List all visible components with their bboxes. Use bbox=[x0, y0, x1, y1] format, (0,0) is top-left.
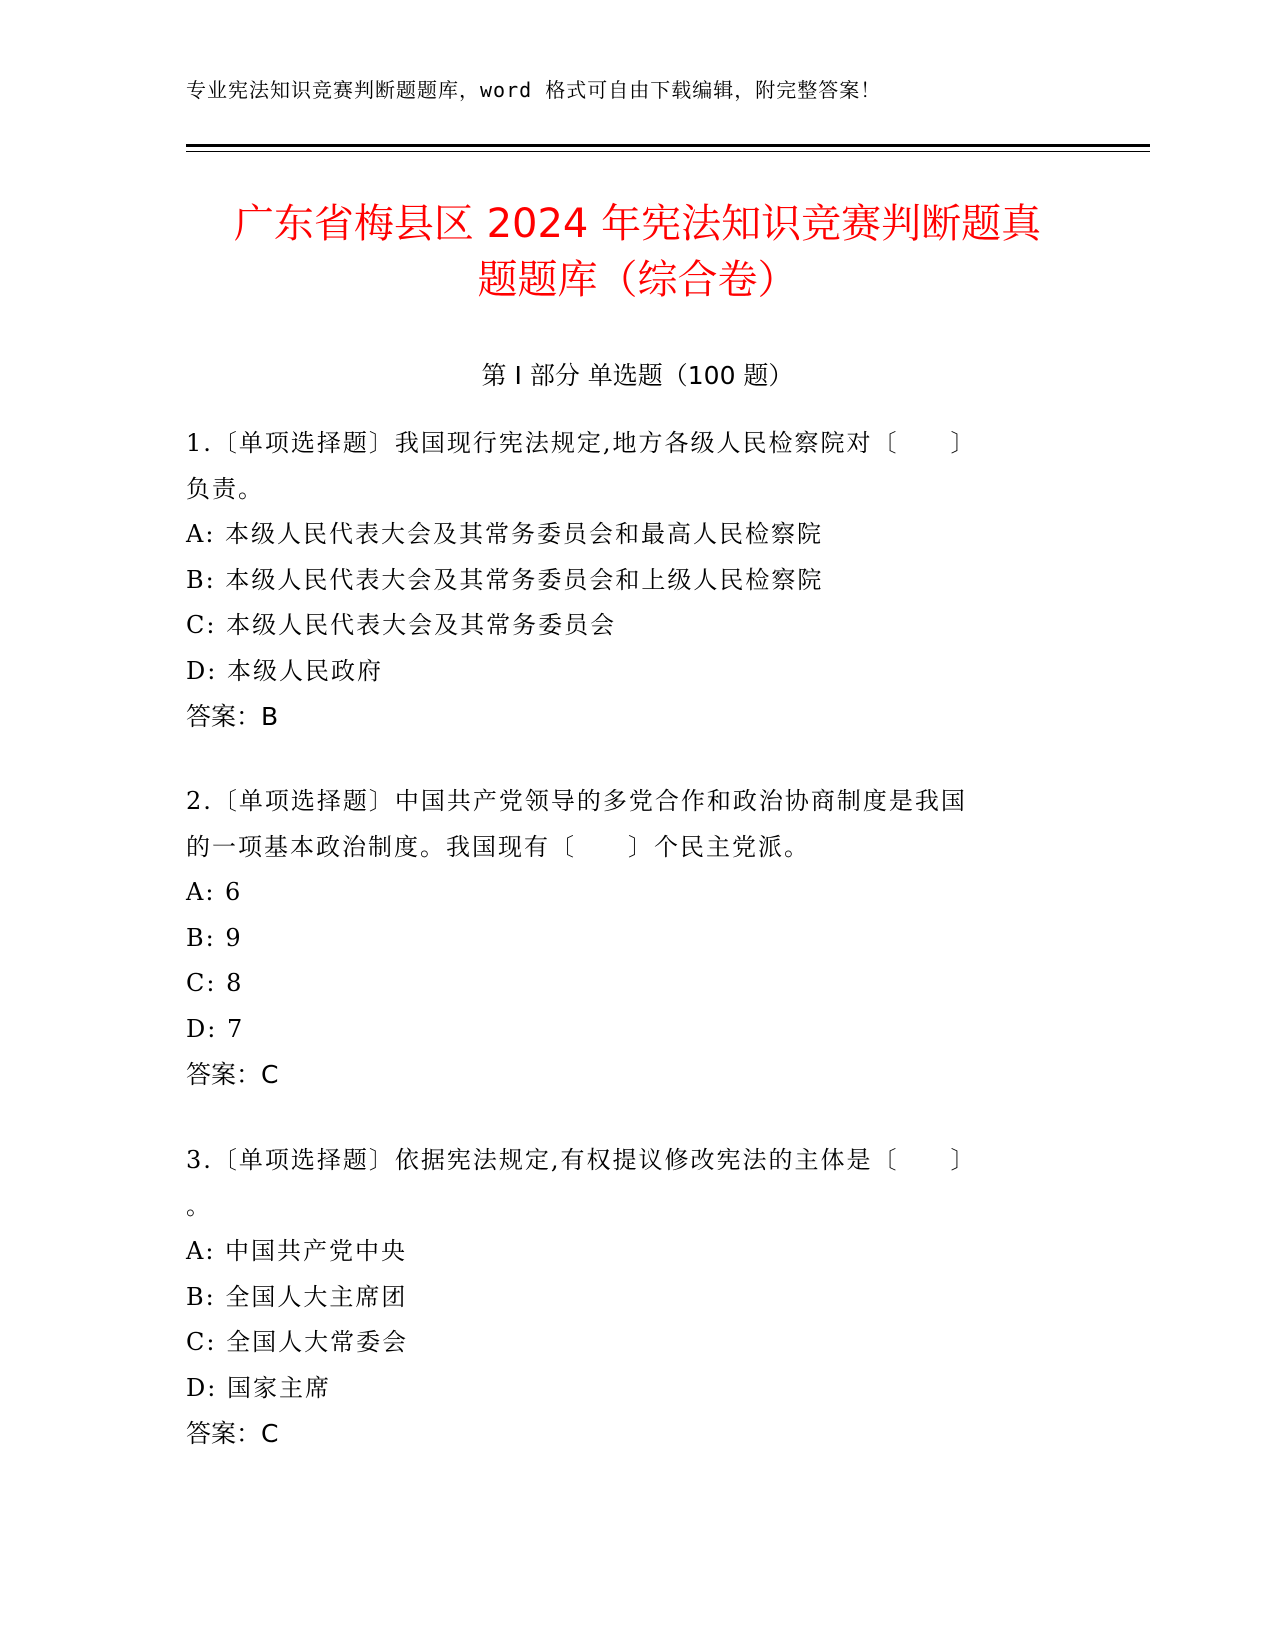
question-stem-line: 的一项基本政治制度。我国现有〔 〕个民主党派。 bbox=[186, 832, 810, 861]
header-note: 专业宪法知识竞赛判断题题库，word 格式可自由下载编辑，附完整答案！ bbox=[186, 78, 882, 102]
option-a: A: 中国共产党中央 bbox=[186, 1237, 408, 1265]
option-b: B: 全国人大主席团 bbox=[186, 1282, 408, 1311]
question-stem-line: 负责。 bbox=[186, 474, 264, 503]
option-c: C: 本级人民代表大会及其常务委员会 bbox=[186, 611, 617, 639]
question-stem-line: 2.〔单项选择题〕中国共产党领导的多党合作和政治协商制度是我国 bbox=[186, 787, 967, 815]
answer: 答案：B bbox=[186, 702, 279, 731]
question-1 bbox=[186, 421, 1066, 740]
answer: 答案：C bbox=[186, 1060, 279, 1089]
option-d: D: 国家主席 bbox=[186, 1373, 331, 1402]
option-c: C: 8 bbox=[186, 969, 244, 997]
document-title bbox=[150, 196, 1125, 308]
question-stem-line: 1.〔单项选择题〕我国现行宪法规定,地方各级人民检察院对〔 〕 bbox=[186, 429, 977, 457]
section-heading: 第 I 部分 单选题（100 题） bbox=[481, 361, 794, 390]
question-3 bbox=[186, 1138, 1066, 1457]
question-stem-line: 。 bbox=[186, 1191, 212, 1220]
option-a: A: 6 bbox=[186, 878, 243, 906]
question-stem-line: 3.〔单项选择题〕依据宪法规定,有权提议修改宪法的主体是〔 〕 bbox=[186, 1146, 977, 1174]
question-2 bbox=[186, 779, 1066, 1098]
option-c: C: 全国人大常委会 bbox=[186, 1328, 409, 1356]
option-a: A: 本级人民代表大会及其常务委员会和最高人民检察院 bbox=[186, 520, 824, 548]
title-line-2: 题题库（综合卷） bbox=[477, 257, 798, 303]
option-d: D: 本级人民政府 bbox=[186, 656, 383, 685]
header-rule-thin bbox=[186, 151, 1150, 152]
header-rule-thick bbox=[186, 144, 1150, 147]
title-line-1: 广东省梅县区 2024 年宪法知识竞赛判断题真 bbox=[233, 201, 1042, 247]
option-b: B: 本级人民代表大会及其常务委员会和上级人民检察院 bbox=[186, 565, 824, 594]
answer: 答案：C bbox=[186, 1419, 279, 1448]
option-b: B: 9 bbox=[186, 923, 243, 952]
option-d: D: 7 bbox=[186, 1014, 245, 1043]
